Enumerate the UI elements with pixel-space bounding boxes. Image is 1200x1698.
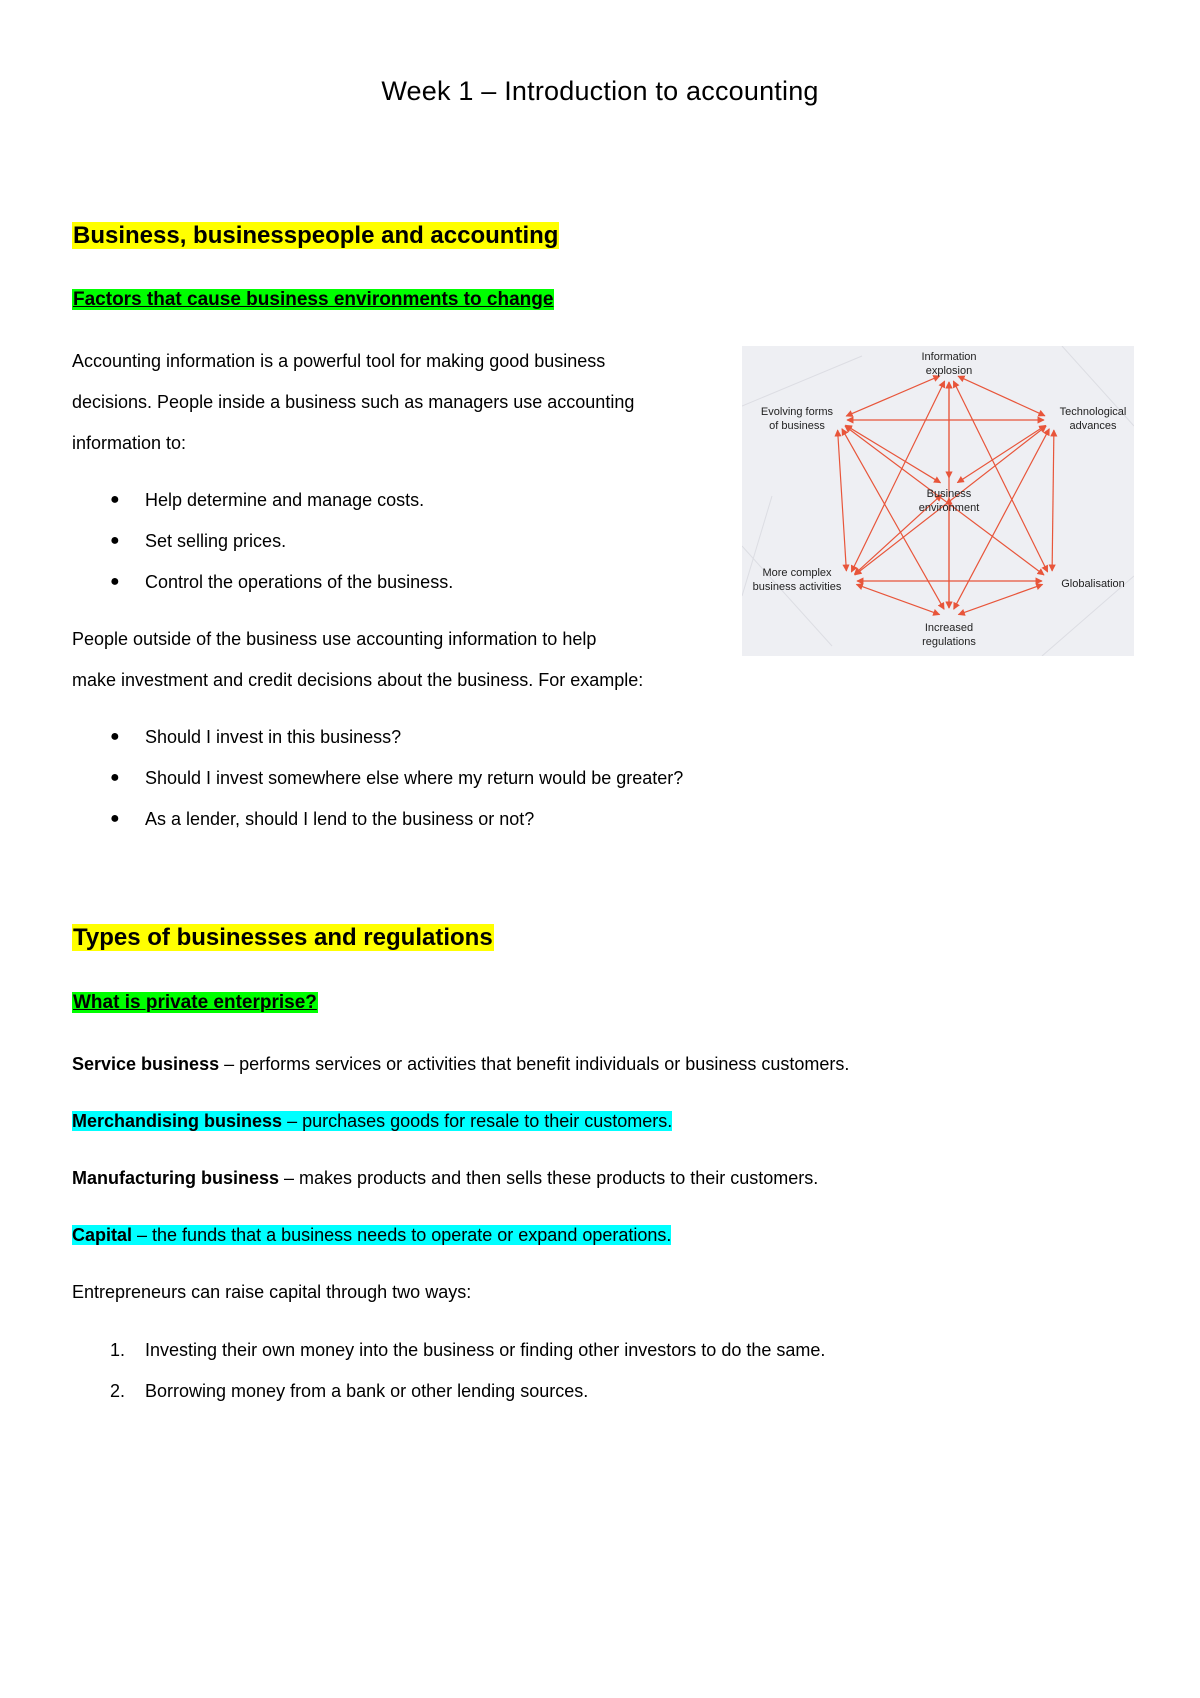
list-item-text: Should I invest somewhere else where my return would be greater? [145, 768, 684, 788]
item-number: 2. [110, 1381, 126, 1401]
definition-text: – performs services or activities that benefit individuals or business customers. [219, 1054, 850, 1074]
definition-text: – the funds that a business needs to operate or expand operations. [132, 1225, 672, 1245]
bullet-icon: ● [110, 573, 120, 590]
diagram-arrow-br-b [958, 584, 1042, 614]
definition-capital [72, 1223, 671, 1247]
node-top-left-label [761, 406, 834, 432]
item-number: 1. [110, 1340, 126, 1360]
business-environment-diagram [742, 346, 1134, 656]
diagram-arrow-top-tr [958, 376, 1045, 416]
definition-text: – makes products and then sells these products to their customers. [279, 1168, 819, 1188]
section-heading-types [72, 922, 494, 954]
subheading-private-enterprise [72, 990, 318, 1016]
intro-line-3: information to: [72, 433, 187, 453]
section-heading-text: Business, businesspeople and accounting [73, 222, 559, 249]
bullet-icon: ● [110, 810, 120, 827]
list-item-text: As a lender, should I lend to the business or not? [145, 809, 535, 829]
node-bottom-right-line1: Globalisation [1061, 578, 1125, 590]
diagram-arrow-tr-c [957, 425, 1045, 482]
node-top-left-line2: of business [769, 420, 825, 432]
bullet-icon: ● [110, 728, 120, 745]
node-top-right-label [1060, 406, 1127, 432]
diagram-labels [753, 351, 1127, 648]
node-top-left-line1: Evolving forms [760, 406, 834, 418]
list-item-text: Control the operations of the business. [145, 572, 454, 592]
node-top-line1: Information [921, 351, 977, 363]
node-top-line2: explosion [925, 365, 973, 377]
diagram-arrow-bl-b [856, 584, 939, 614]
list-item-text: Help determine and manage costs. [145, 490, 425, 510]
definition-term: Service business [72, 1054, 220, 1074]
node-top-label [921, 351, 976, 377]
node-center-line2: environment [918, 502, 980, 514]
intro-line-1: Accounting information is a powerful tool for making good business [72, 351, 606, 371]
node-top-right-line2: advances [1069, 420, 1117, 432]
definition-manufacturing [72, 1166, 818, 1190]
subheading-text: What is private enterprise? [73, 992, 317, 1013]
diagram-arrow-tr-b [954, 429, 1050, 609]
diagram-arrow-tl-b [842, 429, 944, 610]
outside-line-2: make investment and credit decisions about the business. For example: [72, 670, 644, 690]
node-bottom-left-line2: business activities [752, 581, 842, 593]
diagram-arrow-tr-br [1052, 430, 1054, 571]
node-bottom-line1: Increased [924, 622, 974, 634]
intro-line-2: decisions. People inside a business such as managers use accounting [72, 392, 635, 412]
node-bottom-label [922, 622, 976, 648]
definition-term: Merchandising business [72, 1111, 283, 1131]
numbered-item-text: Investing their own money into the business or finding other investors to do the same. [145, 1340, 826, 1360]
diagram-arrow-tl-c [846, 425, 941, 483]
node-bottom-left-line1: More complex [762, 567, 832, 579]
bullet-icon: ● [110, 769, 120, 786]
list-item-text: Set selling prices. [145, 531, 287, 551]
page-title: Week 1 – Introduction to accounting [381, 76, 819, 106]
list-item-text: Should I invest in this business? [145, 727, 402, 747]
node-top-right-line1: Technological [1059, 406, 1127, 418]
background-network [742, 346, 1134, 656]
definition-text: – purchases goods for resale to their customers. [282, 1111, 673, 1131]
section-heading-text: Types of businesses and regulations [73, 924, 493, 951]
node-bottom-line2: regulations [922, 636, 976, 648]
capital-intro: Entrepreneurs can raise capital through two ways: [72, 1282, 472, 1302]
definition-term: Capital [72, 1225, 133, 1245]
definition-term: Manufacturing business [72, 1168, 280, 1188]
subheading-factors [72, 287, 554, 313]
bullet-icon: ● [110, 532, 120, 549]
node-center-line1: Business [926, 488, 972, 500]
numbered-item-text: Borrowing money from a bank or other lending sources. [145, 1381, 589, 1401]
node-bottom-right-label [1061, 578, 1125, 590]
diagram-arrow-top-tl [846, 376, 940, 416]
diagram-arrow-tl-bl [838, 430, 847, 571]
diagram-svg [742, 346, 1134, 656]
diagram-arrow-tl-br [845, 426, 1044, 575]
subheading-text: Factors that cause business environments to change [73, 289, 554, 310]
node-bottom-left-label [753, 567, 842, 593]
definition-merchandising [72, 1109, 672, 1133]
bullet-icon: ● [110, 491, 120, 508]
outside-line-1: People outside of the business use accounting information to help [72, 629, 597, 649]
section-heading-business [72, 220, 559, 252]
definition-service [72, 1052, 849, 1076]
